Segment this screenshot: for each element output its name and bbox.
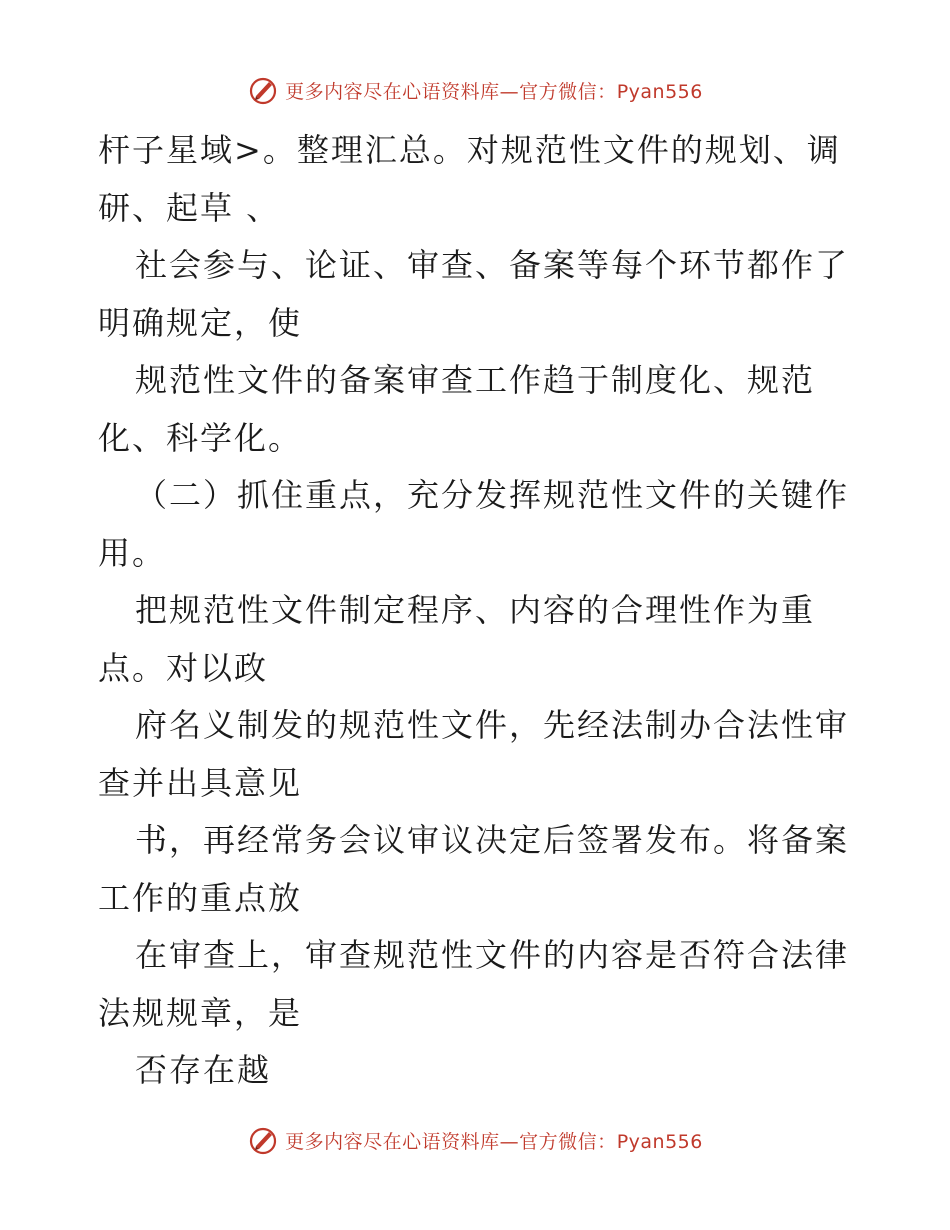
text-line: 府名义制发的规范性文件，先经法制办合法性审 bbox=[135, 706, 850, 744]
watermark-wechat-id: Pyan556 bbox=[616, 80, 703, 103]
text-line: 规范性文件的备案审查工作趋于制度化、规范 bbox=[135, 361, 816, 399]
text-line: 社会参与、论证、审查、备案等每个环节都作了 bbox=[135, 246, 850, 284]
watermark-separator: — bbox=[499, 80, 520, 103]
footer-watermark bbox=[0, 1120, 950, 1160]
header-watermark bbox=[0, 70, 950, 110]
watermark-separator: — bbox=[499, 1130, 520, 1153]
watermark-wechat-label: 官方微信： bbox=[519, 80, 617, 103]
text-line: 书，再经常务会议审议决定后签署发布。将备案 bbox=[135, 821, 850, 859]
pen-circle-logo-icon bbox=[247, 74, 279, 106]
text-line: 否存在越 bbox=[135, 1051, 272, 1089]
text-line: （二）抓住重点，充分发挥规范性文件的关键作 bbox=[135, 476, 850, 514]
watermark-brand: 更多内容尽在心语资料库 bbox=[285, 80, 500, 103]
text-line: 化、科学化。 bbox=[98, 418, 303, 457]
document-body bbox=[98, 122, 858, 1100]
watermark-text bbox=[285, 1127, 703, 1154]
text-line: 在审查上，审查规范性文件的内容是否符合法律 bbox=[135, 936, 850, 974]
text-line: 用。 bbox=[98, 533, 167, 572]
text-line: 法规规章，是 bbox=[98, 993, 303, 1032]
text-line: 研、起草 、 bbox=[98, 188, 281, 227]
pen-circle-logo-icon bbox=[247, 1124, 279, 1156]
text-line: 杆子星域>。整理汇总。对规范性文件的规划、调 bbox=[98, 131, 841, 169]
watermark-wechat-id: Pyan556 bbox=[616, 1130, 703, 1153]
text-line: 工作的重点放 bbox=[98, 878, 303, 917]
text-line: 点。对以政 bbox=[98, 648, 269, 687]
watermark-brand: 更多内容尽在心语资料库 bbox=[285, 1130, 500, 1153]
watermark-wechat-label: 官方微信： bbox=[519, 1130, 617, 1153]
text-line: 明确规定，使 bbox=[98, 303, 303, 342]
text-line: 把规范性文件制定程序、内容的合理性作为重 bbox=[135, 591, 816, 629]
watermark-text bbox=[285, 77, 703, 104]
text-line: 查并出具意见 bbox=[98, 763, 303, 802]
